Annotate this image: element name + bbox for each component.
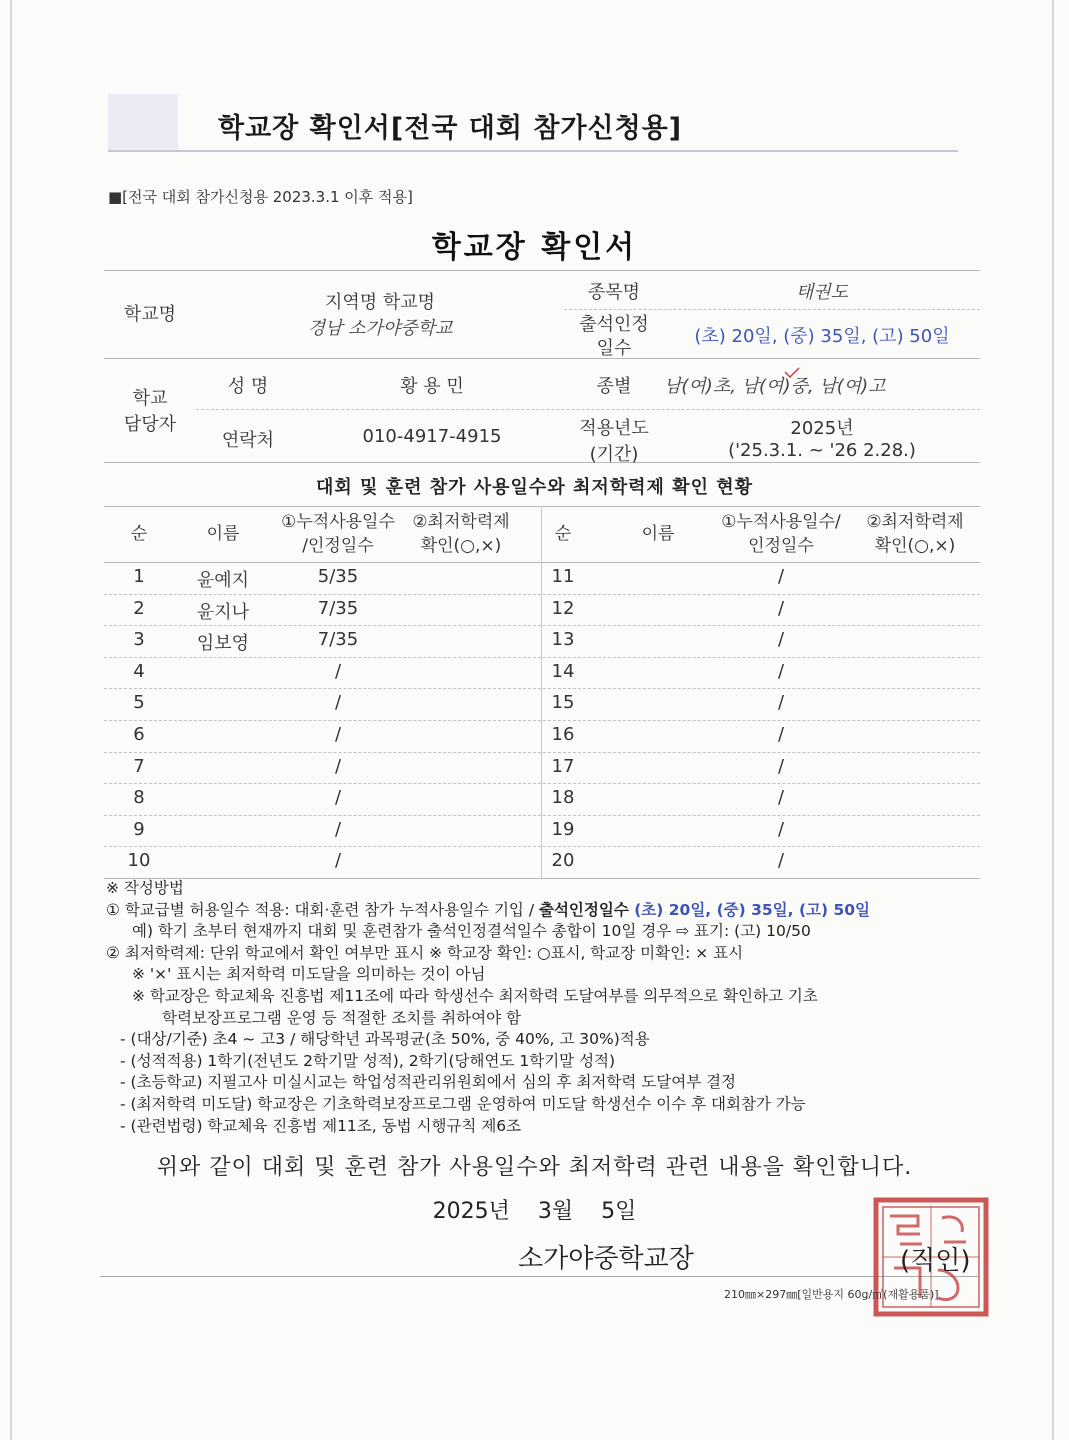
applicability-note: ■[전국 대회 참가신청용 2023.3.1 이후 적용] [108, 188, 413, 206]
row-separator [104, 846, 980, 847]
header-min-right-2: 확인(○,×) [874, 536, 956, 556]
row-separator [104, 688, 980, 689]
row-separator [104, 815, 980, 816]
row-days: / [777, 597, 785, 619]
row-num: 9 [133, 818, 145, 840]
row-days: / [777, 850, 785, 872]
row-days: 7/35 [317, 629, 359, 651]
row-days: / [777, 787, 785, 809]
year-value: 2025년 [790, 418, 854, 439]
row-separator [104, 625, 980, 626]
row-days: / [334, 787, 342, 809]
row-num: 8 [133, 787, 145, 809]
school-label: 학교명 [123, 304, 177, 325]
row-days: / [777, 660, 785, 682]
info-rule-top [104, 270, 980, 271]
header-min-left-1: ②최저학력제 [412, 512, 510, 532]
gender-label: 종별 [596, 376, 632, 397]
header-name-left: 이름 [206, 524, 240, 544]
row-num: 12 [551, 597, 575, 619]
instruction-1-text: ① 학교급별 허용일수 적용: 대회·훈련 참가 누적사용일수 기입 / [106, 900, 539, 919]
row-days: / [777, 818, 785, 840]
contact-value: 010-4917-4915 [362, 426, 502, 447]
row-days: / [777, 629, 785, 651]
top-title-bar [108, 94, 958, 154]
instruction-1-days: (초) 20일, (중) 35일, (고) 50일 [628, 900, 871, 919]
period-value: ('25.3.1. ~ '26 2.28.) [728, 440, 916, 461]
info-rule-contact [196, 409, 980, 410]
table-rule-header [104, 562, 980, 563]
row-num: 5 [133, 692, 145, 714]
header-days-left-1: ①누적사용일수 [281, 512, 395, 532]
row-separator [104, 594, 980, 595]
manager-label-1: 학교 [132, 388, 168, 409]
header-min-left-2: 확인(○,×) [420, 536, 502, 556]
section-title: 대회 및 훈련 참가 사용일수와 최저학력제 확인 현황 [315, 477, 753, 498]
top-title: 학교장 확인서[전국 대회 참가신청용] [218, 113, 683, 144]
header-days-left-2: /인정일수 [302, 536, 374, 556]
row-days: / [334, 850, 342, 872]
manager-label-2: 담당자 [123, 414, 177, 435]
header-days-right-1: ①누적사용일수/ [721, 512, 841, 532]
instruction-1-bold: 출석인정일수 [538, 900, 629, 919]
row-num: 7 [133, 755, 145, 777]
sport-value: 태권도 [795, 282, 849, 303]
name-label: 성 명 [227, 376, 269, 397]
row-num: 4 [133, 660, 145, 682]
row-separator [104, 783, 980, 784]
row-name: 윤예지 [196, 570, 250, 591]
title-rule [108, 150, 958, 152]
sport-label: 종목명 [587, 282, 641, 303]
row-days: / [334, 818, 342, 840]
instruction-line-3: ② 최저학력제: 단위 학교에서 확인 여부만 표시 ※ 학교장 확인: ○표시, 학교장 미확인: × 표시 [106, 943, 744, 962]
issue-date: 2025년 3월 5일 [432, 1199, 637, 1224]
row-days: / [777, 755, 785, 777]
instruction-line-2: 예) 학기 초부터 현재까지 대회 및 훈련참가 출석인정결석일수 총합이 10일 경우 ⇨ 표기: (고) 10/50 [132, 922, 811, 941]
header-num-left: 순 [130, 524, 148, 544]
year-label-1: 적용년도 [579, 418, 649, 439]
row-num: 13 [551, 629, 575, 651]
header-name-right: 이름 [641, 524, 675, 544]
header-num-right: 순 [554, 524, 572, 544]
paper-spec: 210㎜×297㎜[일반용지 60g/㎡(재활용품)] [724, 1288, 939, 1301]
row-num: 15 [551, 692, 575, 714]
instruction-line-4: ※ '×' 표시는 최저학력 미도달을 의미하는 것이 아님 [132, 965, 486, 984]
confirmation-statement: 위와 같이 대회 및 훈련 참가 사용일수와 최저학력 관련 내용을 확인합니다. [156, 1155, 913, 1180]
title-shade [108, 94, 178, 152]
row-days: 5/35 [317, 566, 359, 587]
instruction-line-9: - (초등학교) 지필고사 미실시교는 학업성적관리위원회에서 심의 후 최저학력 도달여부 결정 [120, 1073, 737, 1092]
row-separator [104, 657, 980, 658]
row-num: 19 [551, 818, 575, 840]
instructions-heading: ※ 작성방법 [106, 879, 184, 897]
instruction-line-6: 학력보장프로그램 운영 등 적절한 조치를 취하여야 함 [162, 1008, 521, 1027]
row-separator [104, 720, 980, 721]
info-rule-mid [104, 358, 980, 359]
document-title: 학교장 확인서 [431, 230, 638, 265]
attendance-value: (초) 20일, (중) 35일, (고) 50일 [694, 326, 950, 347]
instruction-line-1 [106, 900, 986, 922]
instruction-line-5: ※ 학교장은 학교체육 진흥법 제11조에 따라 학생선수 최저학력 도달여부를 의무적으로 확인하고 기초 [132, 986, 818, 1005]
principal-title: 소가야중학교장 [518, 1244, 694, 1274]
row-days: / [777, 566, 785, 587]
attendance-label-1: 출석인정 [579, 314, 649, 335]
row-num: 2 [133, 597, 145, 619]
row-days: / [777, 724, 785, 745]
check-mark [782, 366, 802, 380]
info-rule-bottom [104, 462, 980, 463]
row-num: 3 [133, 629, 145, 651]
contact-label: 연락처 [221, 430, 275, 451]
row-num: 14 [551, 660, 575, 682]
instruction-line-7: - (대상/기준) 초4 ~ 고3 / 해당학년 과목평균(초 50%, 중 40%, 고 30%)적용 [120, 1030, 650, 1049]
row-name: 임보영 [196, 633, 250, 655]
header-days-right-2: 인정일수 [748, 536, 814, 556]
name-value: 황 용 민 [400, 376, 464, 397]
instruction-line-11: - (관련법령) 학교체육 진흥법 제11조, 동법 시행규칙 제6조 [120, 1116, 522, 1135]
instruction-line-8: - (성적적용) 1학기(전년도 2학기말 성적), 2학기(당해연도 1학기말 성적) [120, 1051, 616, 1070]
school-value: 경남 소가야중학교 [307, 318, 453, 339]
row-num: 20 [551, 850, 575, 872]
bottom-rule [100, 1276, 978, 1277]
row-num: 16 [551, 724, 575, 745]
attendance-label-2: 일수 [596, 338, 632, 359]
row-num: 11 [551, 566, 575, 587]
region-school-label: 지역명 학교명 [324, 292, 436, 313]
table-rule-top [104, 506, 980, 507]
row-days: 7/35 [317, 597, 359, 619]
row-separator [104, 752, 980, 753]
row-num: 18 [551, 787, 575, 809]
instructions [106, 878, 986, 1137]
header-min-right-1: ②최저학력제 [866, 512, 964, 532]
row-name: 윤지나 [196, 601, 250, 623]
row-days: / [334, 755, 342, 777]
seal-label: (직인) [900, 1246, 971, 1276]
row-days: / [334, 692, 342, 714]
gender-value: 남(여)초, 남(여)중, 남(여)고 [664, 376, 886, 397]
row-days: / [334, 724, 342, 745]
instruction-line-10: - (최저학력 미도달) 학교장은 기초학력보장프로그램 운영하여 미도달 학생선수 이수 후 대회참가 가능 [120, 1094, 806, 1113]
row-days: / [334, 660, 342, 682]
row-num: 10 [127, 850, 151, 872]
year-label-2: (기간) [589, 444, 639, 465]
row-days: / [777, 692, 785, 714]
row-num: 6 [133, 724, 145, 745]
row-num: 1 [133, 566, 145, 587]
row-num: 17 [551, 755, 575, 777]
